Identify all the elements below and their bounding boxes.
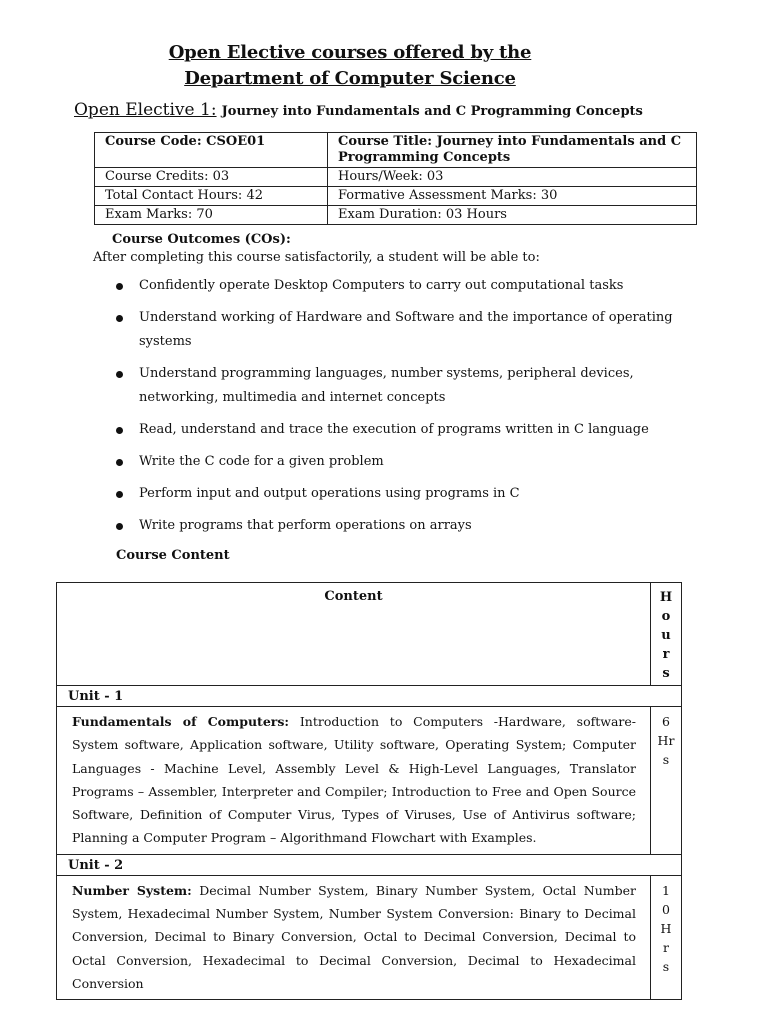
outcome-text: Write programs that perform operations on arrays (139, 518, 472, 533)
outcome-text: Confidently operate Desktop Computers to carry out computational tasks (139, 278, 624, 293)
course-content-heading: Course Content (116, 548, 230, 563)
list-item (112, 418, 682, 442)
outcome-text: Understand working of Hardware and Software and the importance of operating systems (139, 310, 673, 349)
course-outcomes-heading: Course Outcomes (COs): (112, 232, 291, 247)
unit-1-topic: Fundamentals of Computers: (72, 714, 290, 729)
unit-1-label: Unit - 1 (68, 689, 124, 704)
unit-1-content (57, 707, 651, 855)
unit-1-hours (651, 707, 682, 855)
course-info-row (95, 206, 697, 225)
outcome-text: Understand programming languages, number systems, peripheral devices, networking, multimedia and internet concepts (139, 366, 634, 405)
content-header-row (57, 583, 682, 686)
elective-label: Open Elective 1: (74, 100, 217, 120)
unit-1-label-cell (57, 686, 682, 707)
outcome-text: Perform input and output operations using programs in C (139, 486, 520, 501)
list-item (112, 306, 682, 354)
bullet-icon (116, 459, 123, 466)
hours-header-letter: u (661, 628, 671, 643)
unit-2-text: Decimal Number System, Binary Number System, Octal Number System, Hexadecimal Number System, Number System Conversion: Binary to Decimal Conversion, Decimal to Binary Conversion, Octal to Decimal Conversion, Decimal to Octal Conversion, Hexadecimal to Decimal Conversion, Decimal to Hexadecimal Conversion (72, 882, 636, 991)
bullet-icon (116, 283, 123, 290)
table-row (57, 707, 682, 855)
table-row (57, 875, 682, 999)
hours-header-letter: o (661, 609, 671, 624)
list-item (112, 450, 682, 474)
outcome-text: Read, understand and trace the execution of programs written in C language (139, 422, 649, 437)
content-column-header: Content (57, 583, 651, 686)
list-item (112, 362, 682, 410)
unit-2-hours-part: s (662, 958, 670, 974)
exam-duration: Exam Duration: 03 Hours (328, 206, 697, 225)
unit-2-label: Unit - 2 (68, 857, 124, 873)
bullet-icon (116, 491, 123, 498)
page-title-line-2: Department of Computer Science (184, 68, 516, 89)
page-title-line-1: Open Elective courses offered by the (168, 42, 532, 63)
course-outcomes-intro: After completing this course satisfactorily, a student will be able to: (93, 250, 540, 265)
list-item (112, 274, 682, 298)
course-title: Course Title: Journey into Fundamentals and C Programming Concepts (328, 133, 697, 168)
course-info-row (95, 168, 697, 187)
elective-title: Journey into Fundamentals and C Programming Concepts (221, 104, 643, 119)
hours-header-letter: r (662, 647, 670, 662)
unit-2-content (57, 875, 651, 999)
hours-header-letter: s (662, 666, 670, 681)
bullet-icon (116, 315, 123, 322)
hours-header-letter: H (659, 590, 673, 605)
unit-1-hours-part: Hr (657, 733, 675, 748)
course-info-row (95, 133, 697, 168)
course-info-row (95, 187, 697, 206)
course-info-table (94, 132, 697, 225)
unit-label-row (57, 854, 682, 875)
bullet-icon (116, 371, 123, 378)
unit-2-hours (651, 875, 682, 999)
elective-heading (74, 100, 643, 120)
course-content-table (56, 582, 682, 1000)
unit-2-hours-part: r (663, 939, 669, 955)
bullet-icon (116, 427, 123, 434)
unit-1-text: Introduction to Computers -Hardware, software- System software, Application software, Utility software, Operating System; Computer Languages - Machine Level, Assembly Level & High-Level Languages, Translator Programs – Assembler, Interpreter and Compiler; Introduction to Free and Open Source Software, Definition of Computer Virus, Types of Viruses, Use of Antivirus software; Planning a Computer Program – Algorithmand Flowchart with Examples. (72, 714, 636, 846)
unit-2-hours-part: 1 (662, 882, 670, 898)
outcome-text: Write the C code for a given problem (139, 454, 384, 469)
course-credits: Course Credits: 03 (95, 168, 328, 187)
hours-per-week: Hours/Week: 03 (328, 168, 697, 187)
list-item (112, 514, 682, 538)
unit-label-row (57, 686, 682, 707)
unit-1-hours-part: 6 (662, 714, 670, 729)
exam-marks: Exam Marks: 70 (95, 206, 328, 225)
formative-assessment-marks: Formative Assessment Marks: 30 (328, 187, 697, 206)
bullet-icon (116, 523, 123, 530)
course-outcomes-list (112, 274, 682, 546)
unit-2-label-cell (57, 854, 682, 875)
unit-2-hours-part: H (660, 920, 672, 936)
hours-column-header (651, 583, 682, 686)
unit-1-hours-part: s (662, 752, 670, 767)
unit-2-topic: Number System: (72, 882, 192, 898)
course-code: Course Code: CSOE01 (95, 133, 328, 168)
unit-2-hours-part: 0 (662, 901, 670, 917)
list-item (112, 482, 682, 506)
total-contact-hours: Total Contact Hours: 42 (95, 187, 328, 206)
